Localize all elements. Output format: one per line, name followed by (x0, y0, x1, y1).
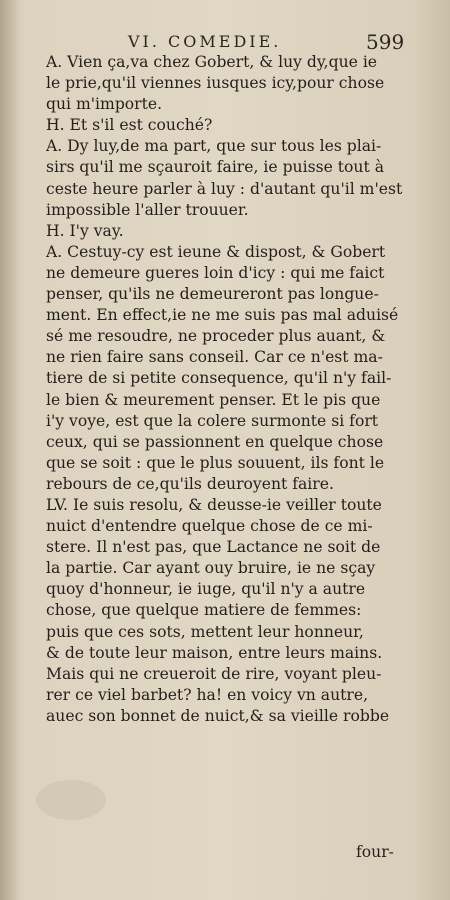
text-line: puis que ces sots, mettent leur honneur, (46, 622, 364, 641)
text-line: qui m'importe. (46, 95, 163, 114)
running-head: VI. COMEDIE. (128, 32, 282, 51)
text-line: ceste heure parler à luy : d'autant qu'il m'est (46, 179, 403, 198)
text-line: & de toute leur maison, entre leurs mains. (46, 643, 383, 662)
text-line: sirs qu'il me sçauroit faire, ie puisse tout à (46, 158, 384, 177)
text-line: tiere de si petite consequence, qu'il n'y fail- (46, 369, 392, 388)
text-line: la partie. Car ayant ouy bruire, ie ne sçay (46, 559, 376, 578)
text-line: LV. Ie suis resolu, & deusse-ie veiller toute (46, 495, 382, 514)
text-line: ne demeure gueres loin d'icy : qui me faict (46, 263, 385, 282)
text-line: que se soit : que le plus souuent, ils font le (46, 453, 385, 472)
gutter-shadow (0, 0, 20, 900)
text-line: rer ce viel barbet? ha! en voicy vn autre, (46, 685, 369, 704)
text-line: rebours de ce,qu'ils deuroyent faire. (46, 474, 334, 493)
text-line: impossible l'aller trouuer. (46, 200, 249, 219)
text-line: sé me resoudre, ne proceder plus auant, & (46, 327, 386, 346)
text-line: A. Vien ça,va chez Gobert, & luy dy,que ie (46, 53, 378, 71)
text-line: A. Cestuy-cy est ieune & dispost, & Gobert (46, 242, 386, 261)
text-line: auec son bonnet de nuict,& sa vieille robbe (46, 706, 390, 725)
text-line: H. Et s'il est couché? (46, 116, 213, 135)
play-text (46, 52, 428, 727)
text-line: quoy d'honneur, ie iuge, qu'il n'y a autre (46, 580, 366, 599)
text-line: ceux, qui se passionnent en quelque chose (46, 432, 384, 451)
text-line: penser, qu'ils ne demeureront pas longue- (46, 285, 379, 304)
text-line: stere. Il n'est pas, que Lactance ne soit de (46, 538, 381, 557)
page-header (0, 28, 450, 54)
text-line: nuict d'entendre quelque chose de ce mi- (46, 517, 373, 536)
text-line: chose, que quelque matiere de femmes: (46, 601, 362, 620)
text-line: le prie,qu'il viennes iusques icy,pour chose (46, 74, 385, 93)
text-line: H. I'y vay. (46, 221, 124, 240)
text-line: i'y voye, est que la colere surmonte si fort (46, 411, 379, 430)
text-line: le bien & meurement penser. Et le pis que (46, 390, 381, 409)
page-number: 599 (366, 30, 405, 54)
text-line: ne rien faire sans conseil. Car ce n'est ma- (46, 348, 383, 367)
text-line: Mais qui ne creueroit de rire, voyant pleu- (46, 664, 382, 683)
catchword: four- (356, 843, 394, 861)
paper-stain (36, 780, 106, 820)
text-line: ment. En effect,ie ne me suis pas mal aduisé (46, 306, 399, 325)
text-line: A. Dy luy,de ma part, que sur tous les plai- (46, 137, 382, 156)
